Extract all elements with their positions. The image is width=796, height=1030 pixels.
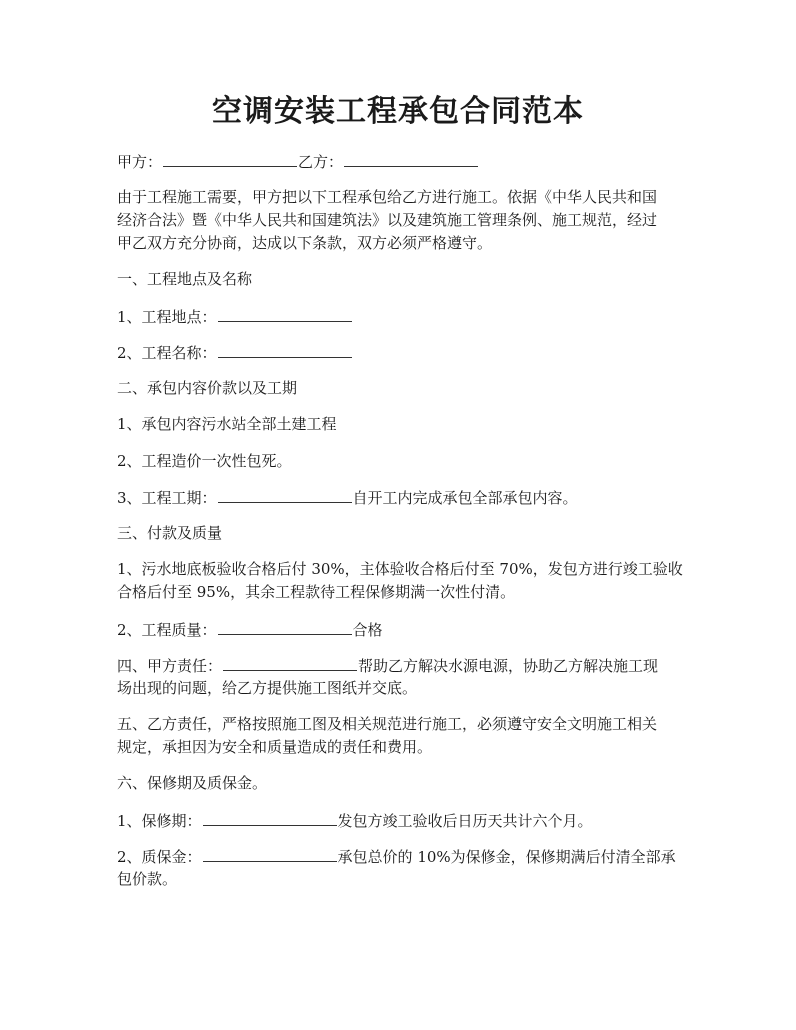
party-a-blank <box>163 152 297 167</box>
retention-suffix: 承包总价的 10%为保修金，保修期满后付清全部承 <box>337 848 676 866</box>
section6-heading: 六、保修期及质保金。 <box>117 774 268 792</box>
duration-blank <box>218 488 352 503</box>
parties-line <box>117 152 479 171</box>
party-a-duty-label: 四、甲方责任： <box>117 657 223 675</box>
section6-item2-line1 <box>117 847 676 866</box>
site-location-label: 1、工程地点： <box>117 308 217 326</box>
quality-label: 2、工程质量： <box>117 621 217 639</box>
retention-blank <box>203 847 337 862</box>
section2-item1: 1、承包内容污水站全部土建工程 <box>117 415 337 433</box>
section3-item1-line2: 合格后付至 95%，其余工程款待工程保修期满一次性付清。 <box>117 583 516 601</box>
party-a-label: 甲方： <box>117 153 163 171</box>
section2-item2: 2、工程造价一次性包死。 <box>117 452 292 470</box>
section4-line2: 场出现的问题，给乙方提供施工图纸并交底。 <box>117 679 418 697</box>
party-b-label: 乙方： <box>298 153 344 171</box>
section2-item3 <box>117 488 578 507</box>
section5-line2: 规定，承担因为安全和质量造成的责任和费用。 <box>117 738 433 756</box>
project-name-blank <box>218 343 352 358</box>
section6-item2-line2: 包价款。 <box>117 870 178 888</box>
duration-label: 3、工程工期： <box>117 489 217 507</box>
quality-suffix: 合格 <box>352 621 383 639</box>
quality-blank <box>218 620 352 635</box>
section1-heading: 一、工程地点及名称 <box>117 270 253 288</box>
party-a-duty-blank <box>223 656 357 671</box>
section1-item2 <box>117 343 353 362</box>
section2-heading: 二、承包内容价款以及工期 <box>117 379 298 397</box>
warranty-suffix: 发包方竣工验收后日历天共计六个月。 <box>337 812 593 830</box>
section1-item1 <box>117 307 353 326</box>
intro-line-1: 由于工程施工需要，甲方把以下工程承包给乙方进行施工。依据《中华人民共和国 <box>117 188 658 206</box>
party-b-blank <box>344 152 478 167</box>
section3-heading: 三、付款及质量 <box>117 524 223 542</box>
party-a-duty-suffix: 帮助乙方解决水源电源，协助乙方解决施工现 <box>358 657 659 675</box>
site-location-blank <box>218 307 352 322</box>
intro-line-2: 经济合法》暨《中华人民共和国建筑法》以及建筑施工管理条例、施工规范，经过 <box>117 211 658 229</box>
section5-line1: 五、乙方责任，严格按照施工图及相关规范进行施工，必须遵守安全文明施工相关 <box>117 715 658 733</box>
section6-item1 <box>117 811 593 830</box>
section3-item2 <box>117 620 383 639</box>
project-name-label: 2、工程名称： <box>117 344 217 362</box>
document-title: 空调安装工程承包合同范本 <box>212 94 584 129</box>
warranty-blank <box>203 811 337 826</box>
section3-item1-line1: 1、污水地底板验收合格后付 30%，主体验收合格后付至 70%，发包方进行竣工验收 <box>117 560 683 578</box>
retention-label: 2、质保金： <box>117 848 202 866</box>
warranty-label: 1、保修期： <box>117 812 202 830</box>
intro-line-3: 甲乙双方充分协商，达成以下条款，双方必须严格遵守。 <box>117 234 493 252</box>
section4-line1 <box>117 656 658 675</box>
duration-suffix: 自开工内完成承包全部承包内容。 <box>352 489 578 507</box>
